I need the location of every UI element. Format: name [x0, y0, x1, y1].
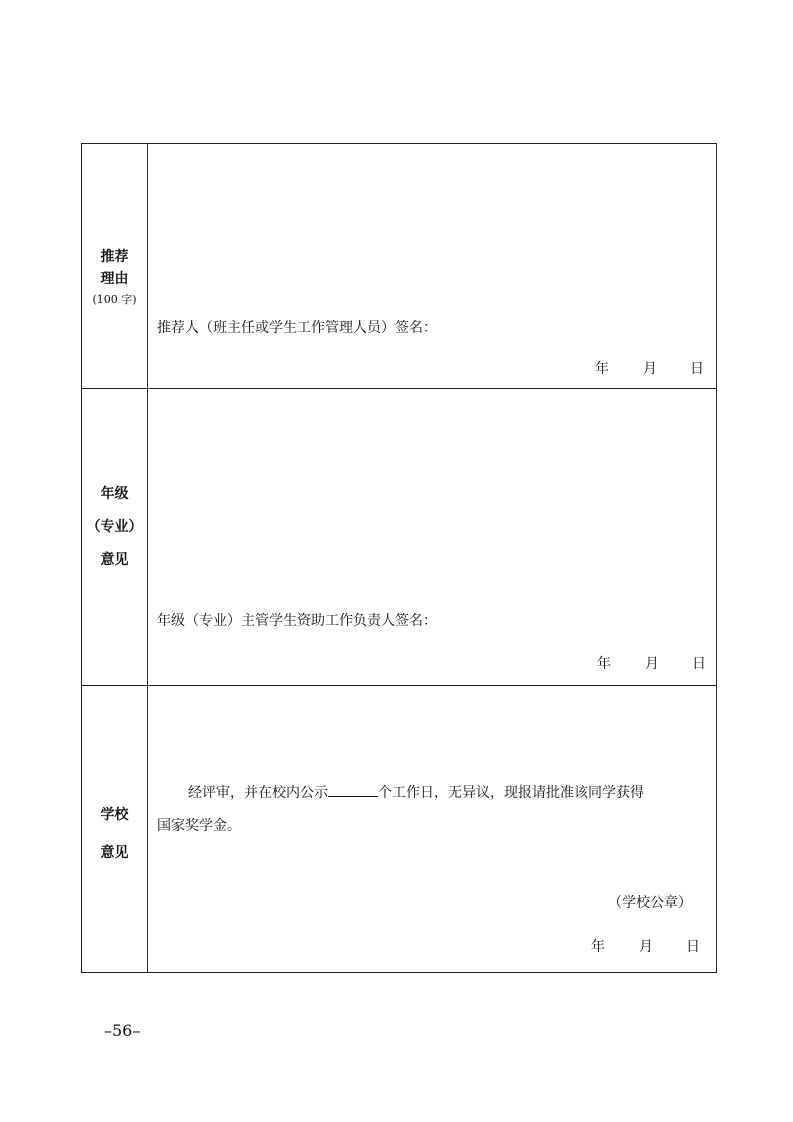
grade-opinion-row [82, 389, 716, 686]
application-form-table [81, 143, 717, 973]
recommendation-date-month: 月 [643, 361, 657, 377]
publicity-days-blank[interactable] [328, 782, 378, 797]
grade-supervisor-signature-label: 年级（专业）主管学生资助工作负责人签名： [157, 613, 437, 629]
school-opinion-text-part1: 经评审，并在校内公示 [188, 785, 328, 801]
recommendation-word-limit-note: (100 字) [92, 293, 137, 306]
grade-date-month: 月 [645, 656, 659, 672]
school-label-line2: 意见 [100, 845, 129, 861]
recommendation-label-line1: 推荐 [100, 249, 129, 265]
recommendation-label-line2: 理由 [100, 271, 129, 287]
school-seal-label: （学校公章） [608, 895, 692, 911]
grade-date-day: 日 [692, 656, 706, 672]
recommendation-date-year: 年 [595, 361, 609, 377]
school-opinion-text-line1 [188, 782, 644, 802]
school-opinion-text-part2: 个工作日，无异议，现报请批准该同学获得 [378, 785, 644, 801]
grade-opinion-label-cell [82, 389, 148, 685]
recommendation-row [82, 144, 716, 389]
school-opinion-row [82, 686, 716, 972]
school-date-month: 月 [639, 939, 653, 955]
page-number: –56– [104, 1021, 141, 1040]
grade-label-line3: 意见 [100, 552, 129, 568]
school-date-day: 日 [686, 939, 700, 955]
school-label-line1: 学校 [100, 807, 129, 823]
grade-date-year: 年 [597, 656, 611, 672]
school-opinion-label-cell [82, 686, 148, 972]
school-date-year: 年 [591, 939, 605, 955]
recommendation-label-cell [82, 144, 148, 388]
grade-label-line2: （专业） [86, 519, 143, 535]
recommendation-date-day: 日 [690, 361, 704, 377]
recommender-signature-label: 推荐人（班主任或学生工作管理人员）签名： [157, 320, 437, 336]
school-opinion-text-line2: 国家奖学金。 [157, 818, 241, 834]
grade-label-line1: 年级 [100, 486, 129, 502]
